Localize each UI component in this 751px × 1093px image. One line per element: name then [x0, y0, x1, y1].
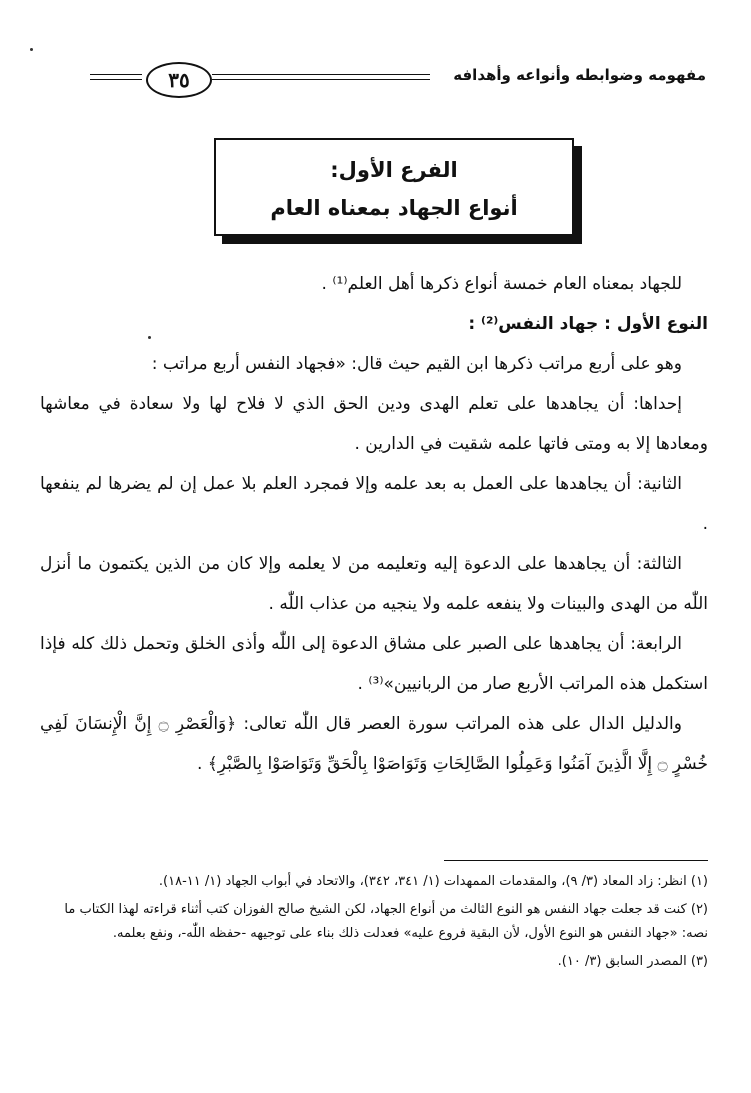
section-subtitle: أنواع الجهاد بمعناه العام: [270, 196, 518, 220]
section-title: الفرع الأول:: [330, 158, 458, 182]
paragraph-quran-evidence: والدليل الدال على هذه المراتب سورة العصر قال اللّٰه تعالى: ﴿وَالْعَصْرِ ۝ إِنَّ الْإِنسَانَ لَفِي خُسْرٍ ۝ إِلَّا الَّذِينَ آمَنُوا وَعَمِلُوا الصَّالِحَاتِ وَتَوَاصَوْا بِالْحَقِّ وَتَوَاصَوْا بِالصَّبْرِ﴾ .: [40, 714, 708, 774]
intro-paragraph: للجهاد بمعناه العام خمسة أنواع ذكرها أهل العلم⁽¹⁾ .: [321, 274, 682, 294]
footnote-3: (٣) المصدر السابق (٣/ ١٠).: [557, 954, 708, 969]
running-header: [90, 62, 706, 98]
paragraph-fourth-rank: الرابعة: أن يجاهدها على الصبر على مشاق الدعوة إلى اللّٰه وأذى الخلق وتحمل ذلك كله فإذا استكمل هذه المراتب الأربع صار من الربانيين»⁽³⁾ .: [40, 634, 708, 694]
paragraph-ibn-qayyim: وهو على أربع مراتب ذكرها ابن القيم حيث قال: «فجهاد النفس أربع مراتب :: [151, 354, 682, 374]
section-heading-box: [214, 138, 574, 236]
header-rule-left: [90, 74, 142, 84]
paragraph-second-rank: الثانية: أن يجاهدها على العمل به بعد علمه وإلا فمجرد العلم بلا عمل إن لم يضرها لم ينفعها .: [40, 474, 708, 534]
body-text: [40, 264, 708, 784]
footnote-1: (١) انظر: زاد المعاد (٣/ ٩)، والمقدمات الممهدات (١/ ٣٤١، ٣٤٢)، والاتحاد في أبواب الجهاد (١/ ١١-١٨).: [158, 874, 708, 889]
paragraph-third-rank: الثالثة: أن يجاهدها على الدعوة إليه وتعليمه من لا يعلمه وإلا كان من الذين يكتمون ما أنزل اللّٰه من الهدى والبينات ولا ينفعه علمه ولا ينجيه من عذاب اللّٰه .: [40, 554, 708, 614]
scan-speck: [30, 48, 33, 51]
running-title: مفهومه وضوابطه وأنواعه وأهدافه: [453, 66, 706, 84]
footnotes: [40, 870, 708, 978]
footnote-separator: [444, 860, 708, 861]
header-rule-middle: [212, 74, 430, 84]
footnote-2: (٢) كنت قد جعلت جهاد النفس هو النوع الثالث من أنواع الجهاد، لكن الشيخ صالح الفوزان كتب أثناء قراءته لهذا الكتاب ما نصه: «جهاد النفس هو النوع الأول، لأن البقية فروع عليه» فعدلت ذلك بناء على توجيهه -حفظه اللّٰه-، ونفع بعلمه.: [64, 902, 708, 941]
type-one-heading: النوع الأول : جهاد النفس⁽²⁾ :: [468, 314, 708, 334]
paragraph-first-rank: إحداها: أن يجاهدها على تعلم الهدى ودين الحق الذي لا فلاح لها ولا سعادة في معاشها ومعادها إلا به ومتى فاتها علمه شقيت في الدارين .: [40, 394, 708, 454]
page-number: ٣٥: [146, 62, 212, 98]
scan-speck: [148, 336, 151, 339]
